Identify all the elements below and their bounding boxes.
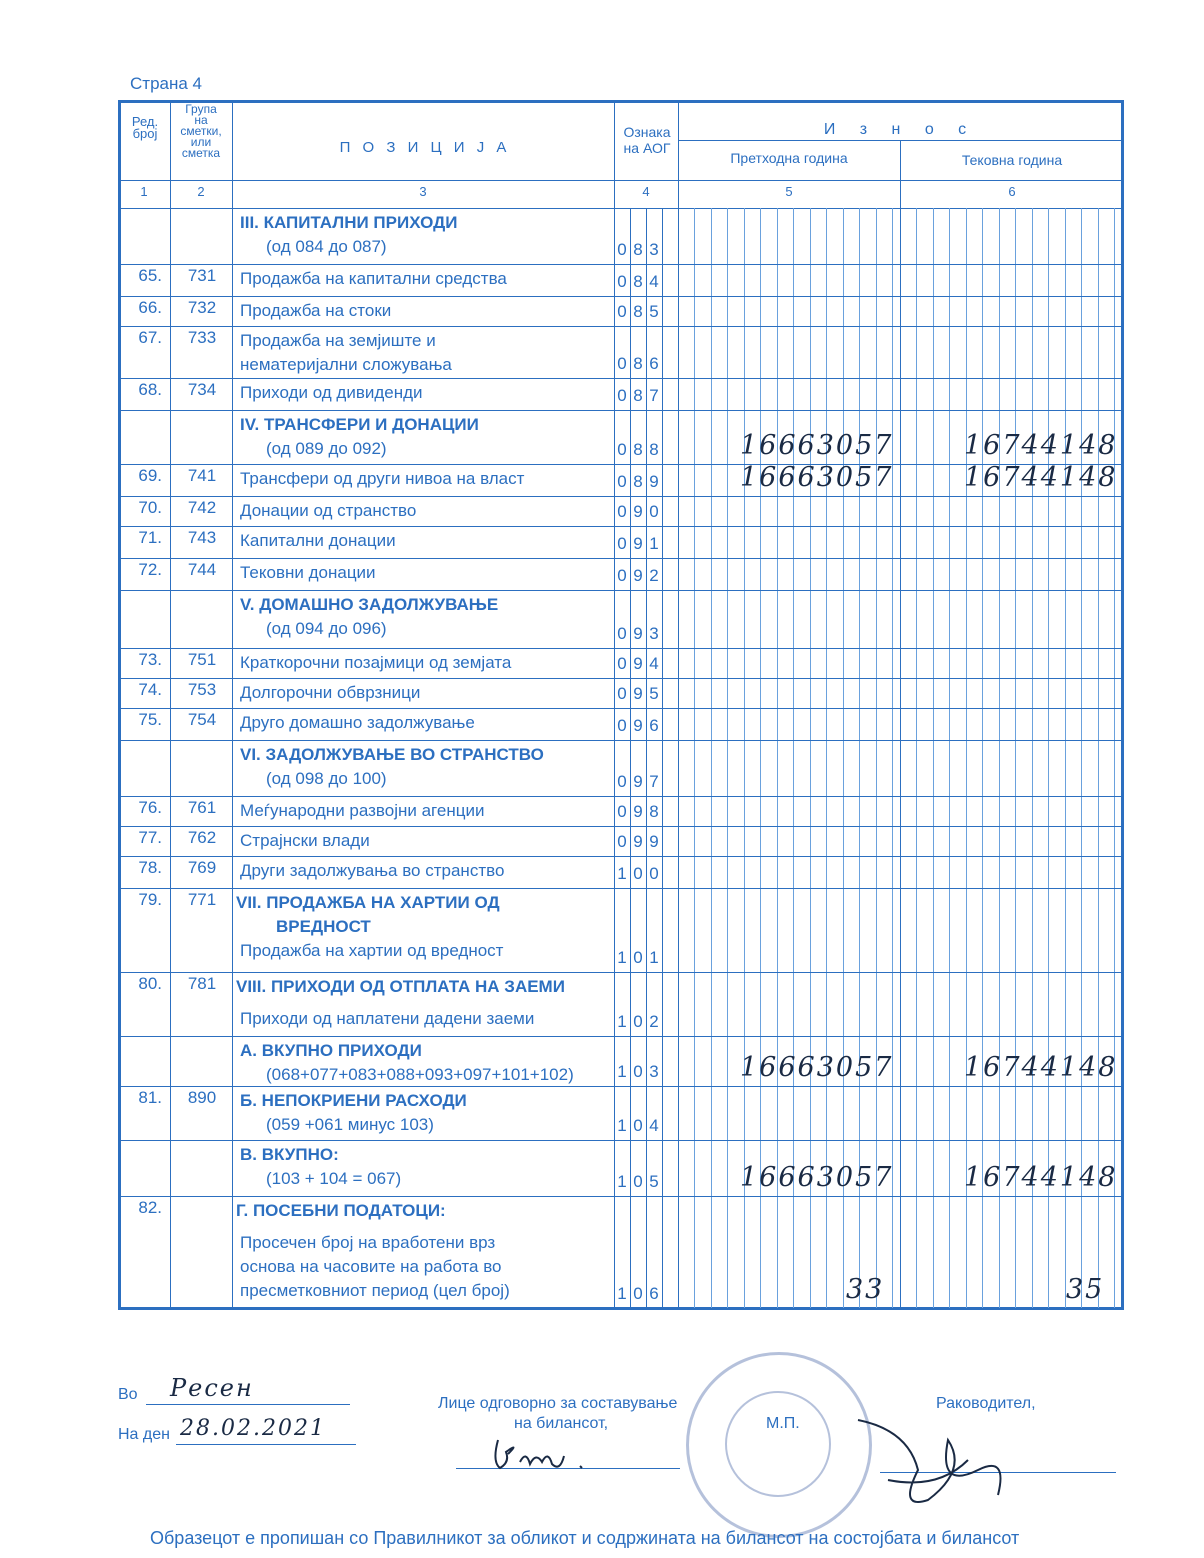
- aog-digit: 0: [617, 354, 627, 373]
- column-number: 1: [140, 184, 148, 199]
- position-text: V. ДОМАШНО ЗАДОЛЖУВАЊЕ: [240, 595, 499, 614]
- row-line: [118, 410, 1124, 411]
- amount-divider: [678, 140, 1124, 141]
- account-group: 743: [187, 528, 217, 547]
- row-number: 81.: [138, 1088, 162, 1107]
- aog-digit: 8: [633, 440, 643, 459]
- digit-grid-line: [999, 208, 1000, 1308]
- aog-digit: 0: [633, 1116, 643, 1135]
- row-number: 67.: [138, 328, 162, 347]
- position-text: Трансфери од други нивоа на власт: [240, 469, 525, 488]
- row-number: 79.: [138, 890, 162, 909]
- aog-digit: 8: [633, 302, 643, 321]
- aog-digit: 9: [633, 832, 643, 851]
- aog-digit: 0: [633, 1172, 643, 1191]
- aog-digit: 3: [649, 1062, 659, 1081]
- position-text: В. ВКУПНО:: [240, 1145, 339, 1164]
- aog-digit: 8: [633, 472, 643, 491]
- row-line: [118, 264, 1124, 265]
- aog-digit: 9: [633, 772, 643, 791]
- aog-digit: 0: [617, 302, 627, 321]
- account-group: 733: [187, 328, 217, 347]
- aog-digit: 0: [617, 472, 627, 491]
- row-number: 71.: [138, 528, 162, 547]
- aog-digit: 9: [633, 716, 643, 735]
- aog-digit: 1: [617, 1062, 627, 1081]
- aog-digit: 0: [617, 716, 627, 735]
- prev-year-value: 16663057: [740, 1052, 894, 1083]
- row-line: [118, 856, 1124, 857]
- prev-year-value: 16663057: [740, 1162, 894, 1193]
- digit-grid-line: [1065, 208, 1066, 1308]
- curr-year-value: 16744148: [964, 430, 1118, 461]
- digit-grid-line: [859, 208, 860, 1308]
- body-col-line: [170, 208, 171, 1308]
- curr-year-value: 16744148: [964, 1162, 1118, 1193]
- header-position: П О З И Ц И Ј А: [339, 139, 511, 156]
- account-group: 762: [187, 828, 217, 847]
- regulation-note: Образецот е пропишан со Правилникот за обликот и содржината на билансот на состојбата и билансот: [150, 1528, 1020, 1548]
- digit-grid-line: [843, 208, 844, 1308]
- aog-digit: 9: [633, 502, 643, 521]
- aog-digit: 0: [633, 864, 643, 883]
- row-line: [118, 708, 1124, 709]
- header-aog-1: Ознака: [623, 124, 671, 140]
- position-text: А. ВКУПНО ПРИХОДИ: [240, 1041, 422, 1060]
- date-underline: [176, 1444, 356, 1445]
- aog-digit: 4: [649, 1116, 659, 1135]
- section-heading: VII. ПРОДАЖБА НА ХАРТИИ ОД: [236, 893, 500, 912]
- aog-digit: 9: [633, 684, 643, 703]
- aog-digit: 0: [617, 624, 627, 643]
- digit-grid-line: [1048, 208, 1049, 1308]
- account-group: 734: [187, 380, 217, 399]
- aog-digit: 3: [649, 624, 659, 643]
- header-grp-1: Група: [185, 102, 217, 116]
- aog-digit: 1: [617, 1284, 627, 1303]
- aog-digit: 0: [633, 1012, 643, 1031]
- digit-grid-line: [826, 208, 827, 1308]
- digit-grid-line: [1081, 208, 1082, 1308]
- row-number: 78.: [138, 858, 162, 877]
- aog-digit: 6: [649, 1284, 659, 1303]
- aog-digit: 9: [633, 566, 643, 585]
- header-divider: [118, 180, 1124, 181]
- aog-digit: 0: [649, 502, 659, 521]
- position-text-cont: (103 + 104 = 067): [266, 1169, 402, 1188]
- digit-grid-line: [744, 208, 745, 1308]
- header-rb: Ред. број: [131, 114, 159, 141]
- position-text: VI. ЗАДОЛЖУВАЊЕ ВО СТРАНСТВО: [240, 745, 544, 764]
- responsible-signature: [490, 1432, 610, 1478]
- aog-digit: 1: [617, 948, 627, 967]
- aog-digit: 0: [617, 386, 627, 405]
- position-text-cont: (од 094 до 096): [266, 619, 387, 638]
- row-number: 72.: [138, 560, 162, 579]
- aog-digit: 5: [649, 684, 659, 703]
- digit-grid-line: [810, 208, 811, 1308]
- aog-digit: 9: [633, 624, 643, 643]
- position-text: Други задолжувања во странство: [240, 861, 505, 880]
- digit-grid-line: [966, 208, 967, 1308]
- row-number: 77.: [138, 828, 162, 847]
- account-group: 754: [187, 710, 217, 729]
- digit-grid-line: [760, 208, 761, 1308]
- row-number: 70.: [138, 498, 162, 517]
- digit-grid-line: [876, 208, 877, 1308]
- position-text: Друго домашно задолжување: [240, 713, 475, 732]
- header-grp-4: или: [190, 135, 212, 149]
- aog-digit: 0: [617, 802, 627, 821]
- aog-digit: 3: [649, 240, 659, 259]
- body-col-line: [678, 208, 679, 1308]
- aog-digit: 8: [633, 354, 643, 373]
- account-group: 744: [187, 560, 217, 579]
- account-group: 761: [187, 798, 217, 817]
- aog-digit: 0: [649, 864, 659, 883]
- page-label: Страна 4: [130, 74, 202, 93]
- account-group: 890: [187, 1088, 217, 1107]
- section-heading: Г. ПОСЕБНИ ПОДАТОЦИ:: [236, 1201, 446, 1220]
- aog-digit: 0: [617, 440, 627, 459]
- header-grp-2: на: [194, 113, 208, 127]
- aog-digit: 4: [649, 272, 659, 291]
- position-text-cont: (од 089 до 092): [266, 439, 387, 458]
- position-text-cont: (068+077+083+088+093+097+101+102): [266, 1065, 574, 1084]
- aog-digit: 0: [617, 534, 627, 553]
- aog-digit: 0: [617, 684, 627, 703]
- row-number: 74.: [138, 680, 162, 699]
- aog-digit: 1: [617, 1012, 627, 1031]
- responsible-label-1: Лице одговорно за составување: [438, 1395, 678, 1412]
- row-line: [118, 648, 1124, 649]
- aog-digit: 9: [633, 802, 643, 821]
- aog-digit: 5: [649, 302, 659, 321]
- position-text-cont: нематеријални сложувања: [240, 355, 452, 374]
- row-line: [118, 972, 1124, 973]
- row-number: 75.: [138, 710, 162, 729]
- digit-grid-line: [892, 208, 893, 1308]
- header-amount: И з н о с: [823, 121, 977, 138]
- digit-grid-line: [933, 208, 934, 1308]
- account-group: 753: [187, 680, 217, 699]
- position-text: Продажба на стоки: [240, 301, 392, 320]
- row-number: 73.: [138, 650, 162, 669]
- row-line: [118, 378, 1124, 379]
- aog-digit: 6: [649, 716, 659, 735]
- header-curr: Тековна година: [961, 152, 1063, 168]
- position-text: Меѓународни развојни агенции: [240, 801, 485, 820]
- position-text: Донации од странство: [240, 501, 417, 520]
- position-text: Приходи од наплатени дадени заеми: [240, 1009, 535, 1028]
- account-group: 732: [187, 298, 217, 317]
- aog-digit: 9: [649, 832, 659, 851]
- account-group: 731: [187, 266, 217, 285]
- row-number: 69.: [138, 466, 162, 485]
- position-text: Долгорочни обврзници: [240, 683, 421, 702]
- aog-digit: 2: [649, 566, 659, 585]
- manager-signature: [828, 1400, 1028, 1520]
- digit-grid-line: [777, 208, 778, 1308]
- row-line: [118, 740, 1124, 741]
- prev-year-value: 33: [846, 1274, 885, 1305]
- place-underline: [146, 1404, 350, 1405]
- position-text: Б. НЕПОКРИЕНИ РАСХОДИ: [240, 1091, 467, 1110]
- digit-grid-line: [694, 208, 695, 1308]
- position-text-cont: пресметковниот период (цел број): [240, 1281, 510, 1300]
- aog-digit: 0: [617, 240, 627, 259]
- row-number: 82.: [138, 1198, 162, 1217]
- column-number: 4: [642, 184, 650, 199]
- manager-label: Раководител,: [936, 1395, 1036, 1412]
- digit-grid-line: [727, 208, 728, 1308]
- curr-year-value: 35: [1066, 1274, 1105, 1305]
- aog-digit: 6: [649, 354, 659, 373]
- aog-digit: 0: [617, 566, 627, 585]
- account-group: 769: [187, 858, 217, 877]
- row-line: [118, 1196, 1124, 1197]
- aog-digit: 1: [649, 534, 659, 553]
- aog-digit: 1: [617, 1172, 627, 1191]
- account-group: 742: [187, 498, 217, 517]
- row-line: [118, 590, 1124, 591]
- digit-grid-line: [916, 208, 917, 1308]
- position-text: Тековни донации: [240, 563, 376, 582]
- position-text-cont: (од 084 до 087): [266, 237, 387, 256]
- row-line: [118, 1036, 1124, 1037]
- date-label: На ден: [118, 1426, 170, 1443]
- row-line: [118, 1086, 1124, 1087]
- column-number: 3: [419, 184, 427, 199]
- header-grp-3: сметки,: [180, 124, 222, 138]
- row-number: 66.: [138, 298, 162, 317]
- aog-digit: 0: [633, 1284, 643, 1303]
- position-text: Продажба на хартии од вредност: [240, 941, 504, 960]
- digit-grid-line: [1032, 208, 1033, 1308]
- row-line: [118, 326, 1124, 327]
- aog-digit: 9: [633, 654, 643, 673]
- row-number: 80.: [138, 974, 162, 993]
- row-line: [118, 496, 1124, 497]
- row-number: 68.: [138, 380, 162, 399]
- aog-digit: 1: [649, 948, 659, 967]
- aog-digit: 7: [649, 772, 659, 791]
- aog-digit: 0: [617, 772, 627, 791]
- aog-digit: 8: [633, 386, 643, 405]
- account-group: 781: [187, 974, 217, 993]
- aog-digit: 8: [649, 440, 659, 459]
- aog-digit: 0: [617, 272, 627, 291]
- prev-year-value: 16663057: [740, 430, 894, 461]
- position-text: Капитални донации: [240, 531, 396, 550]
- place-value: Ресен: [170, 1374, 254, 1402]
- digit-grid-line: [793, 208, 794, 1308]
- digit-grid-line: [711, 208, 712, 1308]
- position-text: IV. ТРАНСФЕРИ И ДОНАЦИИ: [240, 415, 479, 434]
- column-number: 6: [1008, 184, 1016, 199]
- aog-digit: 5: [649, 1172, 659, 1191]
- account-group: 741: [187, 466, 217, 485]
- position-text: Продажба на земјиште и: [240, 331, 436, 350]
- header-aog-2: на АОГ: [623, 140, 671, 156]
- curr-year-value: 16744148: [964, 462, 1118, 493]
- row-line: [118, 888, 1124, 889]
- digit-grid-line: [1114, 208, 1115, 1308]
- aog-digit: 0: [617, 654, 627, 673]
- date-value: 28.02.2021: [180, 1416, 326, 1441]
- row-number: 76.: [138, 798, 162, 817]
- position-text: Приходи од дивиденди: [240, 383, 423, 402]
- aog-digit: 1: [617, 1116, 627, 1135]
- digit-grid-line: [949, 208, 950, 1308]
- body-col-line: [232, 208, 233, 1308]
- position-text-cont: основа на часовите на работа во: [240, 1257, 502, 1276]
- mp-label: М.П.: [766, 1415, 800, 1432]
- prev-year-value: 16663057: [740, 462, 894, 493]
- aog-digit: 8: [649, 802, 659, 821]
- row-line: [118, 558, 1124, 559]
- row-line: [118, 526, 1124, 527]
- aog-digit: 0: [617, 832, 627, 851]
- section-heading-cont: ВРЕДНОСТ: [276, 917, 371, 936]
- body-col-line: [900, 208, 901, 1308]
- row-line: [118, 796, 1124, 797]
- row-line: [118, 296, 1124, 297]
- position-text: Просечен број на вработени врз: [240, 1233, 496, 1252]
- body-col-line: [662, 208, 663, 1308]
- digit-grid-line: [1015, 208, 1016, 1308]
- column-number: 2: [197, 184, 205, 199]
- account-group: 771: [187, 890, 217, 909]
- row-line: [118, 678, 1124, 679]
- position-text-cont: (од 098 до 100): [266, 769, 387, 788]
- place-label: Во: [118, 1386, 138, 1403]
- aog-digit: 4: [649, 654, 659, 673]
- aog-digit: 9: [633, 534, 643, 553]
- account-group: 751: [187, 650, 217, 669]
- aog-digit: 1: [617, 864, 627, 883]
- row-line: [118, 826, 1124, 827]
- column-number: 5: [785, 184, 793, 199]
- header-bottom: [118, 208, 1124, 209]
- digit-grid-line: [982, 208, 983, 1308]
- position-text-cont: (059 +061 минус 103): [266, 1115, 434, 1134]
- responsible-label-2: на билансот,: [514, 1415, 609, 1432]
- section-heading: VIII. ПРИХОДИ ОД ОТПЛАТА НА ЗАЕМИ: [236, 977, 565, 996]
- position-text: Краткорочни позајмици од земјата: [240, 653, 512, 672]
- header-prev: Претходна година: [730, 150, 848, 166]
- position-text: Страјнски влади: [240, 831, 370, 850]
- position-text: III. КАПИТАЛНИ ПРИХОДИ: [240, 213, 458, 232]
- aog-digit: 9: [649, 472, 659, 491]
- row-number: 65.: [138, 266, 162, 285]
- header-grp-5: сметка: [181, 146, 221, 160]
- curr-year-value: 16744148: [964, 1052, 1118, 1083]
- aog-digit: 8: [633, 272, 643, 291]
- aog-digit: 7: [649, 386, 659, 405]
- aog-digit: 8: [633, 240, 643, 259]
- row-line: [118, 1140, 1124, 1141]
- aog-digit: 2: [649, 1012, 659, 1031]
- digit-grid-line: [1098, 208, 1099, 1308]
- aog-digit: 0: [633, 948, 643, 967]
- aog-digit: 0: [617, 502, 627, 521]
- aog-digit: 0: [633, 1062, 643, 1081]
- position-text: Продажба на капитални средства: [240, 269, 507, 288]
